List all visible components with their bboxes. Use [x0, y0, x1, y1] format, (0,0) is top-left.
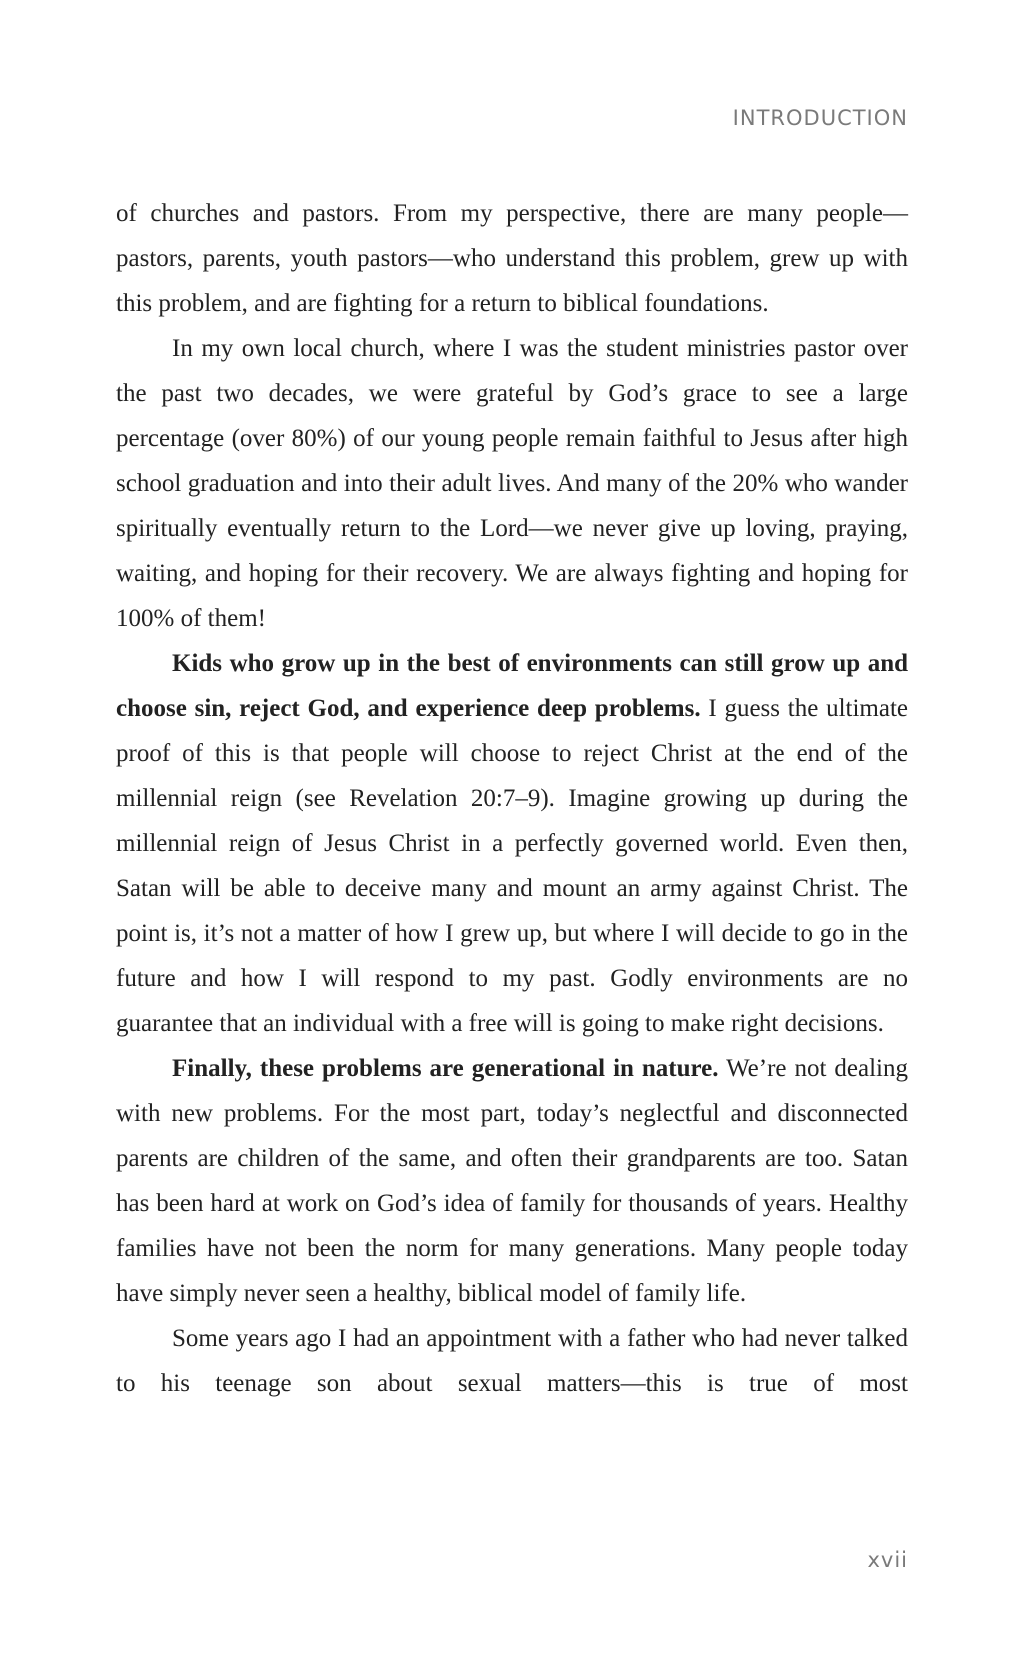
- paragraph-1: [116, 191, 908, 326]
- page-body: [116, 191, 908, 1406]
- paragraph-4-text: We’re not dealing with new problems. For the most part, today’s neglectful and disconnected parents are children of the same, and often their grandparents are too. Satan has been hard at work on God’s idea of family for thousands of years. Healthy families have not been the norm for many generations. Many people today have simply never seen a healthy, biblical model of family life.: [116, 1055, 909, 1307]
- page-number: xvii: [867, 1548, 908, 1572]
- paragraph-5: [116, 1316, 908, 1406]
- paragraph-2: [116, 326, 908, 641]
- paragraph-4: [116, 1046, 908, 1316]
- paragraph-3-text: I guess the ultimate proof of this is that people will choose to reject Christ at the end of the millennial reign (see Revelation 20:7–9). Imagine growing up during the millennial reign of Jesus Christ in a perfectly governed world. Even then, Satan will be able to deceive many and mount an army against Christ. The point is, it’s not a matter of how I grew up, but where I will decide to go in the future and how I will respond to my past. Godly environments are no guarantee that an individual with a free will is going to make right decisions.: [116, 695, 908, 1037]
- paragraph-2-text: In my own local church, where I was the student ministries pastor over the past two decades, we were grateful by God’s grace to see a large percentage (over 80%) of our young people remain faithful to Jesus after high school graduation and into their adult lives. And many of the 20% who wander spiritually eventually return to the Lord—we never give up loving, praying, waiting, and hoping for their recovery. We are always fighting and hoping for 100% of them!: [116, 335, 908, 632]
- paragraph-5-text: Some years ago I had an appointment with a father who had never talked to his teenage son about sexual matters—this is true of most: [116, 1325, 908, 1397]
- paragraph-4-bold-lead: Finally, these problems are generational in nature.: [172, 1055, 719, 1082]
- paragraph-1-text: of churches and pastors. From my perspective, there are many people—pastors, parents, youth pastors—who understand this problem, grew up with this problem, and are fighting for a return to biblical foundations.: [116, 200, 908, 317]
- paragraph-3-bold-lead: Kids who grow up in the best of environments can still grow up and choose sin, reject God, and experience deep problems.: [116, 650, 908, 722]
- running-head: INTRODUCTION: [732, 106, 908, 130]
- paragraph-3: [116, 641, 908, 1046]
